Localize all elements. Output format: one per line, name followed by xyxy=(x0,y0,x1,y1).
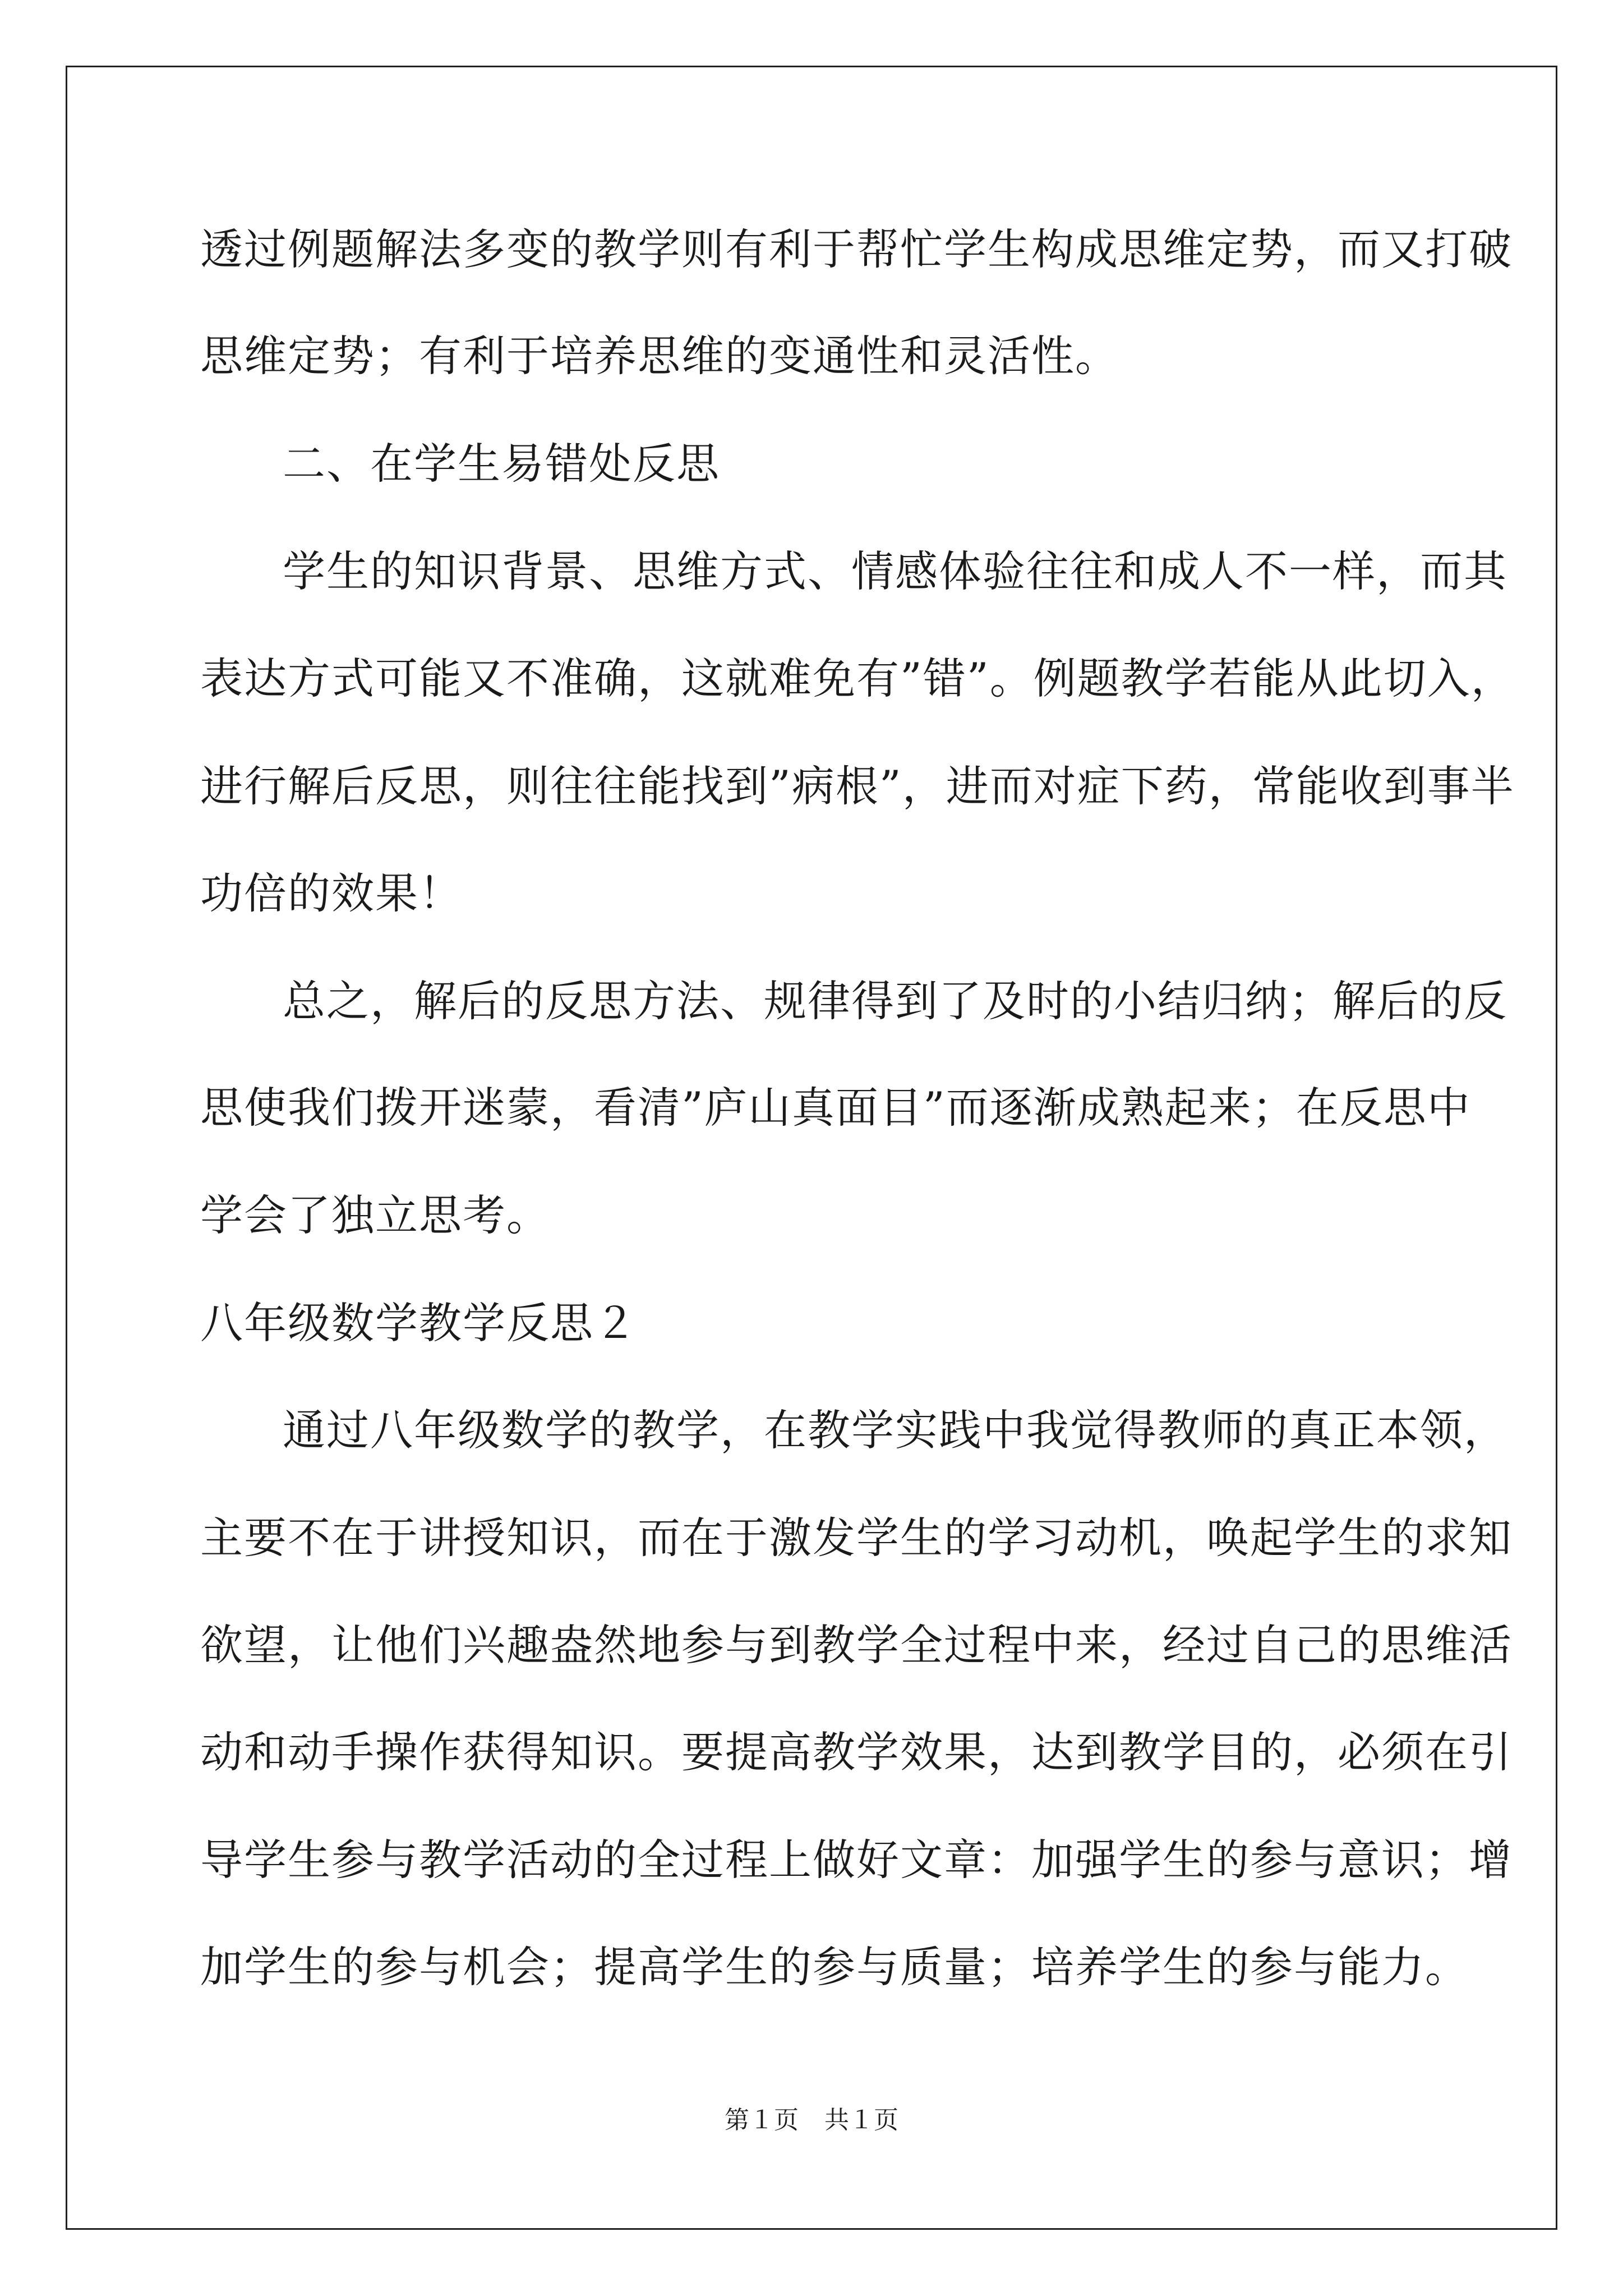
paragraph-line: 表达方式可能又不准确，这就难免有”错”。例题教学若能从此切入， xyxy=(200,654,1515,703)
paragraph-line: 主要不在于讲授知识，而在于激发学生的学习动机，唤起学生的求知 xyxy=(200,1513,1513,1563)
paragraph-line: 动和动手操作获得知识。要提高教学效果，达到教学目的，必须在引 xyxy=(200,1727,1513,1777)
paragraph-line: 学生的知识背景、思维方式、情感体验往往和成人不一样，而其 xyxy=(283,546,1507,596)
paragraph-line: 思维定势；有利于培养思维的变通性和灵活性。 xyxy=(200,331,1119,381)
paragraph-line: 思使我们拨开迷蒙，看清”庐山真面目”而逐渐成熟起来；在反思中 xyxy=(200,1083,1471,1133)
paragraph-line: 加学生的参与机会；提高学生的参与质量；培养学生的参与能力。 xyxy=(200,1942,1469,1992)
paragraph-line: 导学生参与教学活动的全过程上做好文章：加强学生的参与意识；增 xyxy=(200,1835,1513,1885)
page-border xyxy=(66,66,1557,2230)
page-footer xyxy=(0,2104,1623,2137)
page-number: 第１页 xyxy=(725,2106,799,2134)
paragraph-line: 欲望，让他们兴趣盎然地参与到教学全过程中来，经过自己的思维活 xyxy=(200,1620,1513,1670)
document-title: 八年级数学教学反思２ xyxy=(200,1298,638,1348)
paragraph-line: 通过八年级数学的教学，在教学实践中我觉得教师的真正本领， xyxy=(283,1405,1507,1455)
paragraph-line: 透过例题解法多变的教学则有利于帮忙学生构成思维定势，而又打破 xyxy=(200,224,1513,274)
paragraph-line: 总之，解后的反思方法、规律得到了及时的小结归纳；解后的反 xyxy=(283,976,1507,1026)
total-pages: 共１页 xyxy=(824,2106,898,2134)
paragraph-line: 学会了独立思考。 xyxy=(200,1190,550,1240)
section-heading: 二、在学生易错处反思 xyxy=(283,439,720,489)
paragraph-line: 进行解后反思，则往往能找到”病根”，进而对症下药，常能收到事半 xyxy=(200,761,1515,811)
paragraph-line: 功倍的效果！ xyxy=(200,868,463,918)
